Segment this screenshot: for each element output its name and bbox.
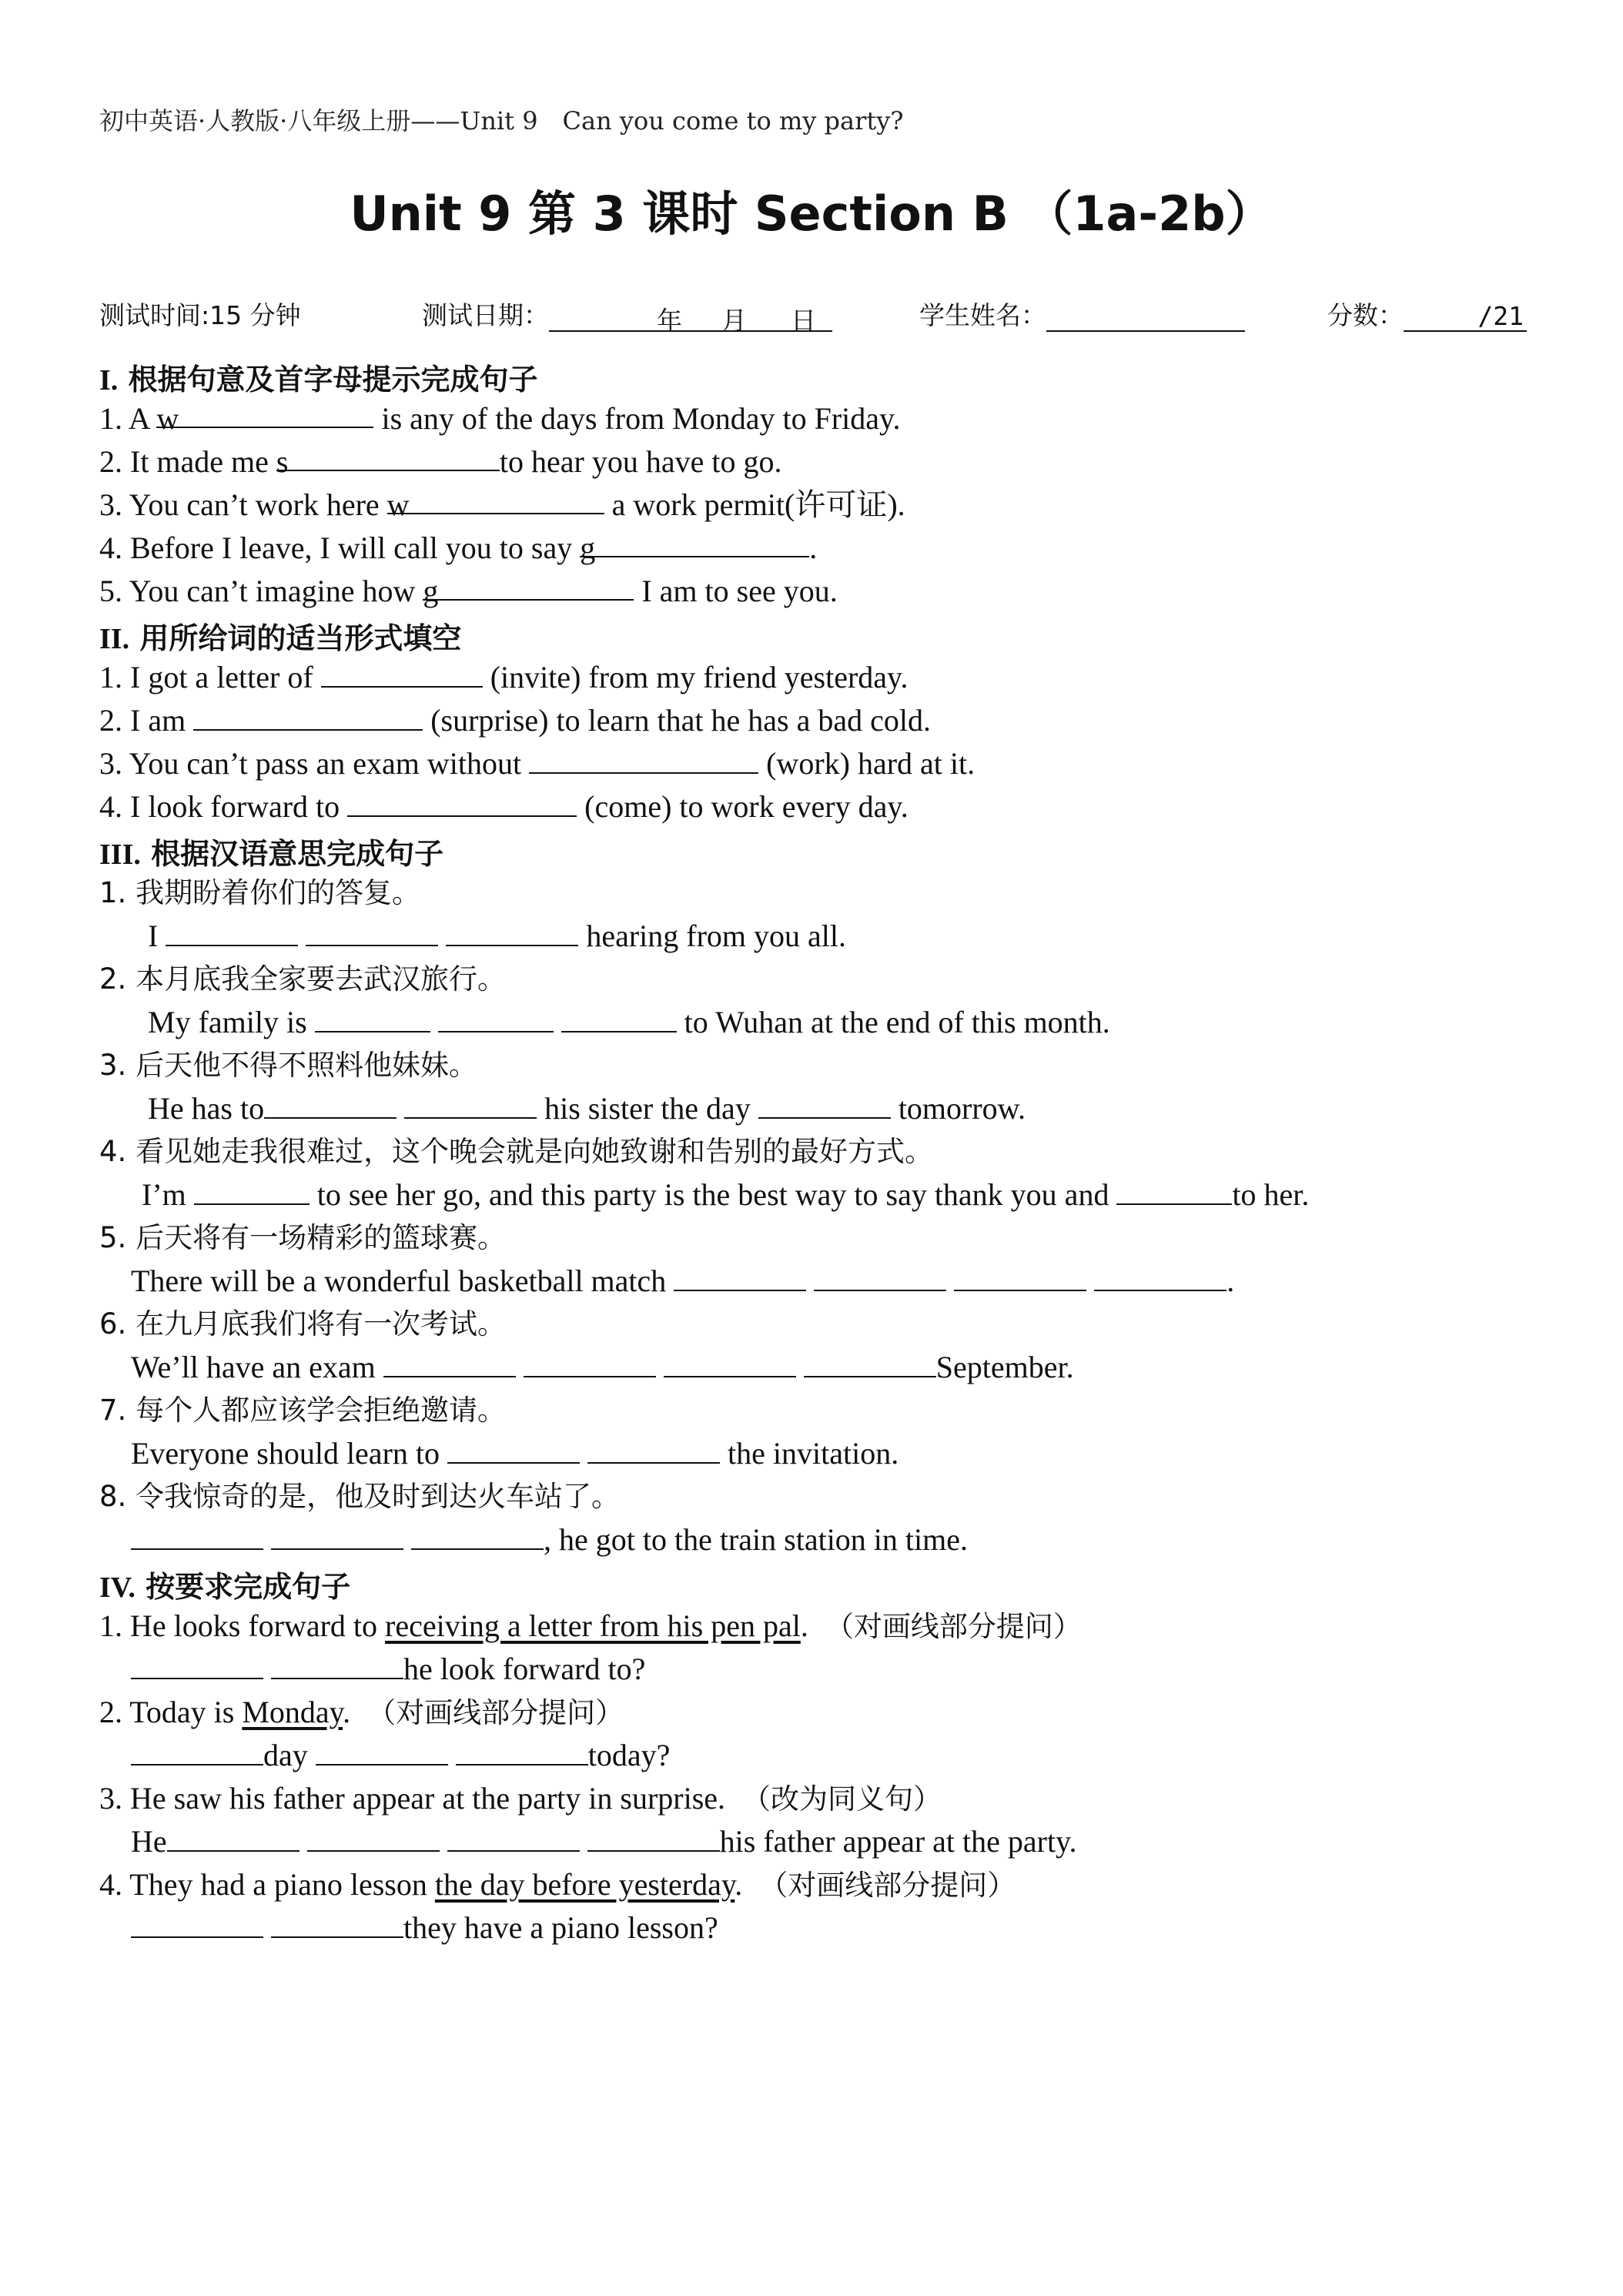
s3-question-5-cn: 5. 后天将有一场精彩的篮球赛。 <box>99 1221 507 1254</box>
answer-blank[interactable]: g <box>423 571 634 601</box>
s4-question-3: 3. He saw his father appear at the party in surprise. （改为同义句） <box>99 1781 942 1816</box>
answer-blank[interactable] <box>561 1003 677 1033</box>
score-field <box>1327 296 1527 332</box>
score-blank[interactable] <box>1404 301 1527 332</box>
date-day: 日 <box>791 306 816 336</box>
s3-question-6-en: We’ll have an exam September. <box>131 1350 1074 1384</box>
answer-blank[interactable] <box>194 1176 310 1205</box>
section-3-heading: III. 根据汉语意思完成句子 <box>99 837 444 871</box>
answer-blank[interactable] <box>587 1822 720 1852</box>
underlined-part: receiving a letter from his pen pal <box>385 1608 801 1643</box>
s3-question-8-en: , he got to the train station in time. <box>131 1520 968 1560</box>
underlined-part: Monday <box>242 1695 343 1729</box>
student-name-blank[interactable] <box>1046 301 1245 332</box>
answer-blank[interactable] <box>347 788 577 817</box>
answer-blank[interactable] <box>587 1434 720 1464</box>
answer-blank[interactable]: s <box>276 442 500 471</box>
page-title: Unit 9 第 3 课时 Section B （1a-2b） <box>350 186 1273 242</box>
s3-question-3-en: He has to his sister the day tomorrow. <box>148 1091 1026 1126</box>
answer-blank[interactable] <box>438 1003 554 1033</box>
s4-question-1: 1. He looks forward to receiving a letter from his pen pal. （对画线部分提问） <box>99 1608 1082 1643</box>
answer-blank[interactable] <box>271 1650 403 1679</box>
s4-question-2-answer: day today? <box>131 1735 670 1776</box>
answer-blank[interactable] <box>446 917 578 946</box>
answer-blank[interactable] <box>131 1521 263 1550</box>
answer-blank[interactable] <box>193 701 423 731</box>
s3-question-5-en: There will be a wonderful basketball match . <box>131 1263 1235 1298</box>
underlined-part: the day before yesterday <box>434 1867 735 1902</box>
answer-blank[interactable] <box>321 658 483 688</box>
answer-blank[interactable] <box>307 1822 440 1852</box>
score-label: 分数： <box>1327 300 1404 330</box>
section-1-heading: I. 根据句意及首字母提示完成句子 <box>99 363 538 397</box>
s3-question-4-en: I’m to see her go, and this party is the best way to say thank you and to her. <box>142 1177 1310 1212</box>
s4-question-1-answer: he look forward to? <box>131 1649 645 1689</box>
s4-question-4: 4. They had a piano lesson the day before yesterday. （对画线部分提问） <box>99 1867 1016 1902</box>
score-total: /21 <box>1477 301 1524 331</box>
answer-blank[interactable] <box>456 1736 588 1766</box>
answer-blank[interactable] <box>804 1348 936 1377</box>
s2-question-1: 1. I got a letter of (invite) from my friend yesterday. <box>99 660 909 694</box>
s2-question-2: 2. I am (surprise) to learn that he has a bad cold. <box>99 703 931 738</box>
student-name-field <box>919 296 1245 332</box>
answer-blank[interactable] <box>131 1736 263 1766</box>
s3-question-4-cn: 4. 看见她走我很难过，这个晚会就是向她致谢和告别的最好方式。 <box>99 1135 934 1168</box>
answer-blank[interactable] <box>758 1089 891 1119</box>
test-time-label: 测试时间:15 分钟 <box>99 300 301 330</box>
s3-question-7-en: Everyone should learn to the invitation. <box>131 1436 899 1471</box>
answer-blank[interactable] <box>524 1348 656 1377</box>
answer-blank[interactable]: g <box>580 528 809 557</box>
s2-question-4: 4. I look forward to (come) to work every day. <box>99 789 909 824</box>
answer-blank[interactable] <box>664 1348 796 1377</box>
answer-blank[interactable]: w <box>387 485 604 514</box>
answer-blank[interactable] <box>131 1650 263 1679</box>
page-header: 初中英语·人教版·八年级上册——Unit 9 Can you come to my party? <box>99 106 904 136</box>
answer-blank[interactable] <box>316 1736 448 1766</box>
answer-blank[interactable] <box>411 1521 544 1550</box>
answer-blank[interactable] <box>264 1089 397 1119</box>
answer-blank[interactable] <box>131 1909 263 1938</box>
answer-blank[interactable] <box>814 1262 946 1291</box>
section-2-heading: II. 用所给词的适当形式填空 <box>99 621 462 655</box>
s1-question-1: 1. A w is any of the days from Monday to Friday. <box>99 399 900 439</box>
s3-question-8-cn: 8. 令我惊奇的是，他及时到达火车站了。 <box>99 1480 621 1513</box>
s3-question-7-cn: 7. 每个人都应该学会拒绝邀请。 <box>99 1394 507 1427</box>
test-date-label: 测试日期： <box>422 300 549 330</box>
answer-blank[interactable] <box>1116 1176 1232 1205</box>
answer-blank[interactable] <box>167 1822 300 1852</box>
s3-question-1-en: I hearing from you all. <box>148 919 847 953</box>
s3-question-3-cn: 3. 后天他不得不照料他妹妹。 <box>99 1049 478 1082</box>
student-name-label: 学生姓名： <box>919 300 1046 330</box>
answer-blank[interactable] <box>447 1434 580 1464</box>
s4-question-4-answer: they have a piano lesson? <box>131 1908 718 1948</box>
s3-question-1-cn: 1. 我期盼着你们的答复。 <box>99 876 421 909</box>
answer-blank[interactable]: w <box>156 399 373 428</box>
answer-blank[interactable] <box>674 1262 806 1291</box>
s1-question-3: 3. You can’t work here w a work permit(许可证). <box>99 485 905 525</box>
answer-blank[interactable] <box>383 1348 516 1377</box>
date-year: 年 <box>657 306 682 336</box>
answer-blank[interactable] <box>447 1822 580 1852</box>
date-month: 月 <box>721 306 747 336</box>
answer-blank[interactable] <box>529 745 758 774</box>
answer-blank[interactable] <box>954 1262 1086 1291</box>
s2-question-3: 3. You can’t pass an exam without (work) hard at it. <box>99 746 975 781</box>
s1-question-5: 5. You can’t imagine how g I am to see you. <box>99 571 838 611</box>
answer-blank[interactable] <box>306 917 438 946</box>
answer-blank[interactable] <box>315 1003 430 1033</box>
s3-question-2-cn: 2. 本月底我全家要去武汉旅行。 <box>99 962 507 996</box>
section-4-heading: IV. 按要求完成句子 <box>99 1570 351 1604</box>
s1-question-2: 2. It made me s to hear you have to go. <box>99 442 781 482</box>
answer-blank[interactable] <box>271 1909 403 1938</box>
answer-blank[interactable] <box>1094 1262 1226 1291</box>
s4-question-2: 2. Today is Monday. （对画线部分提问） <box>99 1695 624 1729</box>
answer-blank[interactable] <box>166 917 298 946</box>
test-date-blank[interactable] <box>549 301 832 336</box>
s3-question-6-cn: 6. 在九月底我们将有一次考试。 <box>99 1307 507 1340</box>
s3-question-2-en: My family is to Wuhan at the end of this month. <box>148 1005 1110 1039</box>
s1-question-4: 4. Before I leave, I will call you to say g . <box>99 528 817 568</box>
answer-blank[interactable] <box>404 1089 537 1119</box>
s4-question-3-answer: He his father appear at the party. <box>131 1824 1077 1859</box>
answer-blank[interactable] <box>271 1521 403 1550</box>
test-date-field <box>422 296 832 336</box>
